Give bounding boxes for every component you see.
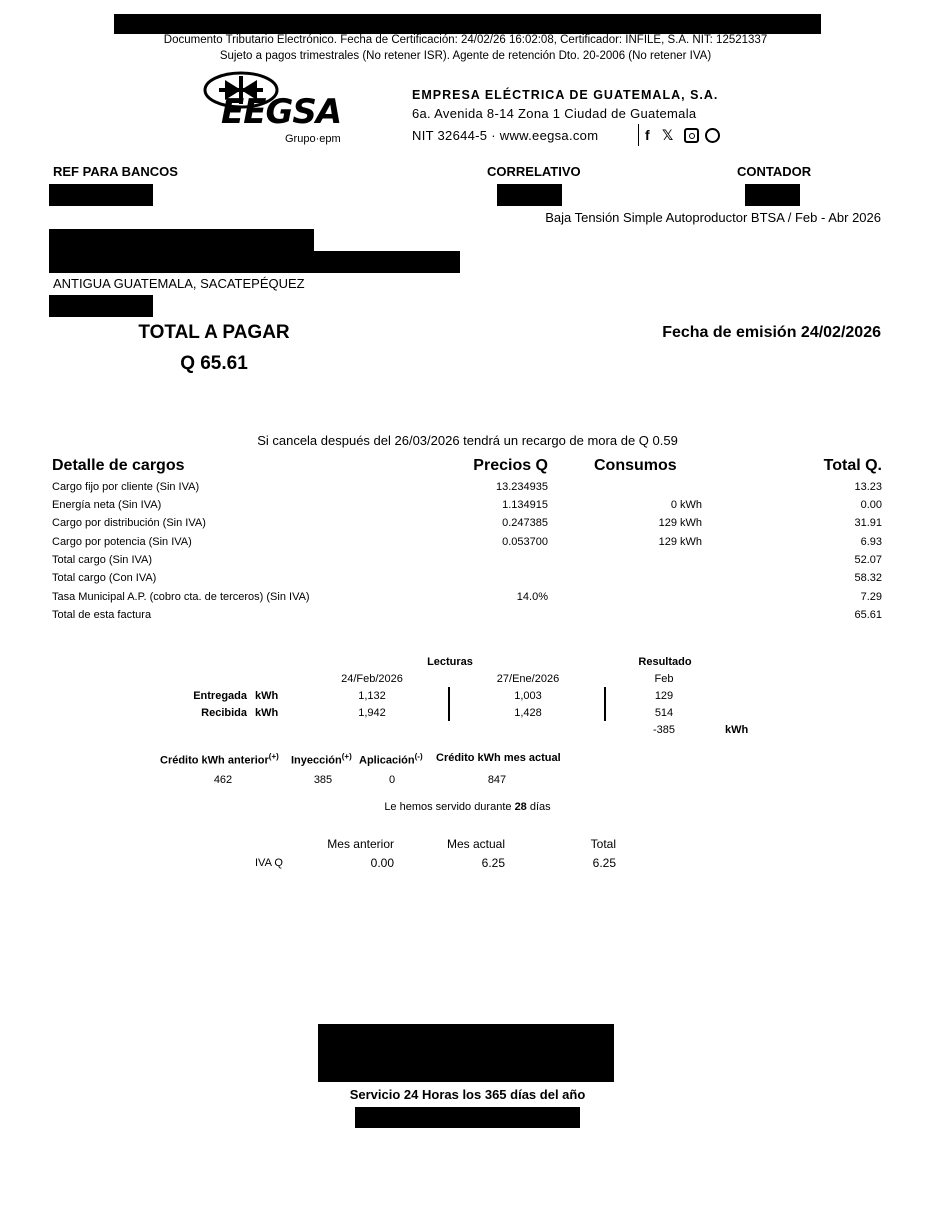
charge-detail: Cargo por potencia (Sin IVA) [52,536,192,548]
total-label: TOTAL A PAGAR [138,322,290,343]
correlativo-label: CORRELATIVO [487,164,581,179]
x-icon[interactable]: 𝕏 [662,127,674,143]
charge-total: 6.93 [860,536,882,548]
reading-label-delivered: Entregada [193,690,247,702]
charge-total: 7.29 [860,591,882,603]
credit-inj-value: 385 [313,774,333,786]
readings-divider-2 [604,687,606,721]
redacted-customer-extra [49,295,153,317]
credit-app-value: 0 [388,774,396,786]
charge-consumption: 129 kWh [658,536,702,548]
iva-header-prev: Mes anterior [327,837,394,851]
redacted-customer-address [49,251,460,273]
header-total: Total Q. [823,457,882,474]
redacted-ref-bancos [49,184,153,206]
instagram-icon[interactable] [684,127,699,145]
redacted-correlativo [497,184,562,206]
readings-title: Lecturas [427,656,473,668]
whatsapp-icon[interactable] [705,127,720,145]
charge-detail: Total de esta factura [52,609,152,621]
company-name: EMPRESA ELÉCTRICA DE GUATEMALA, S.A. [412,88,719,102]
eegsa-logo [203,70,353,150]
redacted-footer-contact [355,1107,580,1128]
total-amount: Q 65.61 [180,353,248,374]
net-result: -385 [652,724,676,736]
reading-date-1: 24/Feb/2026 [341,673,403,685]
charge-consumption: 129 kWh [658,517,702,529]
reading-result-received: 514 [654,707,674,719]
charge-detail: Total cargo (Con IVA) [52,572,157,584]
charge-price: 0.053700 [502,536,548,548]
credit-prev-header: Crédito kWh anterior(+) [160,752,279,767]
reading-unit-received: kWh [255,707,279,719]
company-address: 6a. Avenida 8-14 Zona 1 Ciudad de Guatemala [412,106,697,121]
charge-total: 13.23 [854,481,882,493]
header-detail: Detalle de cargos [52,457,185,474]
divider [638,124,639,146]
charge-total: 58.32 [854,572,882,584]
credit-prev-value: 462 [213,774,233,786]
iva-header-total: Total [590,837,616,851]
reading-result-delivered: 129 [654,690,674,702]
charge-price: 13.234935 [496,481,548,493]
charge-total: 52.07 [854,554,882,566]
reading-unit-delivered: kWh [255,690,279,702]
company-nit-web: NIT 32644-5 · www.eegsa.com [412,128,599,143]
readings-divider-1 [448,687,450,721]
redacted-header-bar [114,14,821,34]
late-notice: Si cancela después del 26/03/2026 tendrá un recargo de mora de Q 0.59 [257,433,678,448]
redacted-customer-name [49,229,314,252]
iva-total-value: 6.25 [592,856,616,870]
logo-group: Grupo·epm [285,133,341,145]
charge-detail: Cargo fijo por cliente (Sin IVA) [52,481,200,493]
charge-detail: Cargo por distribución (Sin IVA) [52,517,206,529]
charge-detail: Total cargo (Sin IVA) [52,554,153,566]
iva-curr-value: 6.25 [481,856,505,870]
reading-v1-received: 1,942 [358,707,386,719]
logo-wordmark: EEGSA [221,92,342,132]
tariff-text: Baja Tensión Simple Autoproductor BTSA / Feb - Abr 2026 [545,210,881,225]
service-days-text: Le hemos servido durante 28 días [384,801,551,813]
service-24h: Servicio 24 Horas los 365 días del año [349,1087,586,1102]
charge-total: 65.61 [854,609,882,621]
charge-price: 1.134915 [502,499,548,511]
redacted-barcode [318,1024,614,1082]
iva-label: IVA Q [255,857,283,869]
tax-line: Sujeto a pagos trimestrales (No retener ISR). Agente de retención Dto. 20-2006 (No retener IVA) [219,50,712,62]
charge-total: 0.00 [860,499,882,511]
service-days-count: 28 [514,801,527,813]
reading-v1-delivered: 1,132 [358,690,386,702]
charge-detail: Energía neta (Sin IVA) [52,499,162,511]
location-text: ANTIGUA GUATEMALA, SACATEPÉQUEZ [53,276,305,291]
iva-header-curr: Mes actual [446,837,505,851]
credit-curr-value: 847 [487,774,507,786]
charge-price: 14.0% [516,591,548,603]
contador-label: CONTADOR [737,164,812,179]
ref-bancos-label: REF PARA BANCOS [53,164,178,179]
facebook-icon[interactable]: f [645,127,650,143]
reading-label-received: Recibida [201,707,247,719]
reading-v2-received: 1,428 [514,707,542,719]
charge-price: 0.247385 [502,517,548,529]
header-price: Precios Q [473,457,548,474]
result-title: Resultado [638,656,692,668]
credit-app-header: Aplicación(-) [359,752,423,767]
reading-v2-delivered: 1,003 [514,690,542,702]
certification-line: Documento Tributario Electrónico. Fecha de Certificación: 24/02/26 16:02:08, Certificador: INFILE, S.A. NIT: 12521337 [163,34,768,46]
charge-consumption: 0 kWh [670,499,702,511]
redacted-contador [745,184,800,206]
credit-curr-header: Crédito kWh mes actual [436,752,561,764]
charge-total: 31.91 [854,517,882,529]
header-consumption: Consumos [594,457,677,474]
issue-date: Fecha de emisión 24/02/2026 [662,324,881,341]
result-month: Feb [654,673,674,685]
net-unit: kWh [725,724,749,736]
charge-detail: Tasa Municipal A.P. (cobro cta. de terceros) (Sin IVA) [52,591,310,603]
iva-prev-value: 0.00 [370,856,394,870]
credit-inj-header: Inyección(+) [291,752,352,767]
reading-date-2: 27/Ene/2026 [496,673,560,685]
